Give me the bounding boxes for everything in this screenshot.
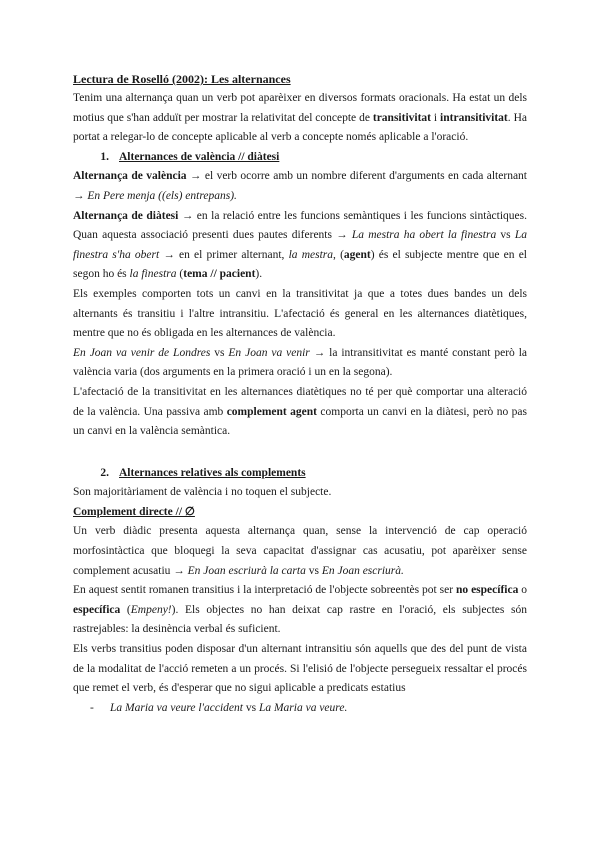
complements-intro-paragraph: Son majoritàriament de valència i no toquen el subjecte. bbox=[73, 486, 332, 499]
diadic-paragraph: Un verb diàdic presenta aquesta alternança quan, sense la intervenció de cap operació morfosintàctica que bloquegi la seva capacitat d'assignar cas acusatiu, pot aparèixer sense complement acusatiu → En Joan escriurà la carta vs En Joan escriurà. bbox=[73, 525, 527, 577]
list-item bbox=[73, 699, 527, 719]
proces-paragraph: Els verbs transitius poden disposar d'un alternant intransitiu són aquells que des del punt de vista de la modalitat de l'acció remeten a un procés. Si l'elisió de l'objecte persegueix ressaltar el procés que remet el verb, és d'esperar que no sigui aplicable a predicats estatius bbox=[73, 643, 527, 695]
bullet-dash: - bbox=[90, 701, 94, 714]
intro-paragraph: Tenim una alternança quan un verb pot aparèixer en diversos formats oracionals. Ha estat un dels motius que s'han adduït per mostrar la relativitat del concepte de transitivitat i intransitivitat. Ha portat a relegar-lo de concepte aplicable al verb a concepte només aplicable a l'oració. bbox=[73, 92, 527, 144]
joan-example-paragraph: En Joan va venir de Londres vs En Joan va venir → la intransitivitat es manté constant però la valència varia (dos arguments en la primera oració i un en la segona). bbox=[73, 346, 527, 379]
especifica-paragraph: En aquest sentit romanen transitius i la interpretació de l'objecte sobreentès pot ser no específica o específica (Empeny!). Els objectes no han deixat cap rastre en l'oració, els subjectes són rastrejables: la desinència verbal és suficient. bbox=[73, 584, 527, 636]
document-title: Lectura de Roselló (2002): Les alternances bbox=[73, 72, 291, 86]
afectacio-paragraph: L'afectació de la transitivitat en les alternances diatètiques no té per què comportar una alteració de la valència. Una passiva amb complement agent comporta un canvi en la diàtesi, però no pas un canvi en la valència semàntica. bbox=[73, 385, 527, 438]
transitivitat-paragraph: Els exemples comporten tots un canvi en la transitivitat ja que a totes dues bandes un dels alternants és transitiu i l'altre intransitiu. L'afectació és general en les alternances diatètiques, mentre que no és obligada en les alternances de valència. bbox=[73, 287, 527, 340]
valencia-paragraph: Alternança de valència → el verb ocorre amb un nombre diferent d'arguments en cada alternant → En Pere menja ((els) entrepans). bbox=[73, 170, 527, 202]
bullet-text: La Maria va veure l'accident vs La Maria va veure. bbox=[110, 701, 348, 714]
diatesi-paragraph: Alternança de diàtesi → en la relació entre les funcions semàntiques i les funcions sintàctiques. Quan aquesta associació presenti dues pautes diferents → La mestra ha obert la finestra vs La finestra s'ha obert → en el primer alternant, la mestra, (agent) és el subjecte mentre que en el segon ho és la finestra (tema // pacient). bbox=[73, 209, 527, 281]
section-spacer bbox=[73, 442, 527, 464]
complement-directe-subheading: Complement directe // ∅ bbox=[73, 505, 195, 518]
section-1-heading: 1. Alternances de valència // diàtesi bbox=[100, 150, 280, 163]
section-2-heading: 2. Alternances relatives als complements bbox=[100, 466, 306, 479]
